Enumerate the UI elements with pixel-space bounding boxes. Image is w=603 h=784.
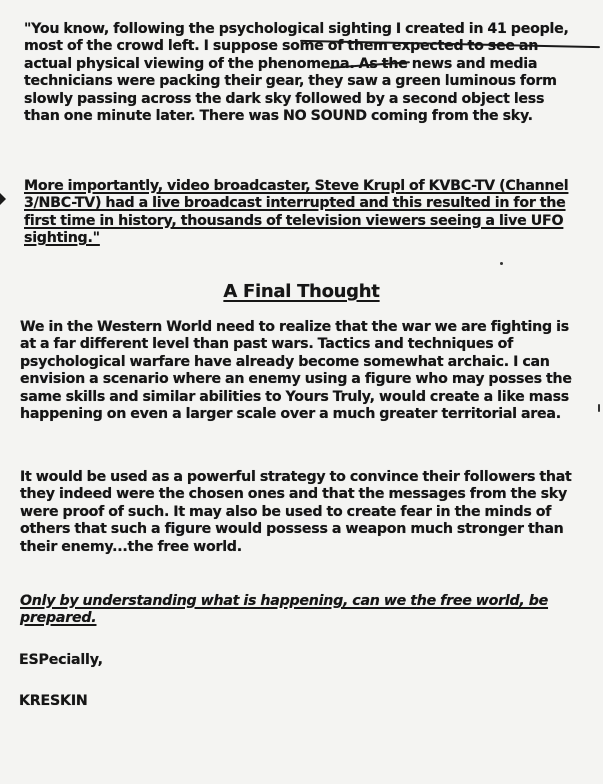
photocopy-speck — [500, 262, 503, 265]
photocopy-speck — [598, 404, 600, 412]
section-heading: A Final Thought — [223, 281, 380, 302]
section-paragraph-2: It would be used as a powerful strategy to convince their followers that they indeed were the chosen ones and that the messages from the sky were proof of such. It may also be used to create fear in the minds of others that such a figure would possess a weapon much stronger than their enemy...the free world. — [20, 469, 572, 555]
signature: KRESKIN — [19, 693, 88, 709]
salutation: ESPecially, — [19, 652, 103, 668]
section-paragraph-1: We in the Western World need to realize that the war we are fighting is at a far different level than past wars. Tactics and techniques of psychological warfare have already become somewhat archaic. I can envision a scenario where an enemy using a figure who may posses the same skills and similar abilities to Yours Truly, would create a like mass happening on even a larger scale over a much greater territorial area. — [20, 319, 572, 423]
quote-paragraph-1: "You know, following the psychological sighting I created in 41 people, most of the crowd left. I suppose some of them expected to see an actual physical viewing of the phenomena. As the news and media technicians were packing their gear, they saw a green luminous form slowly passing across the dark sky followed by a second object less than one minute later. There was NO SOUND coming from the sky. — [24, 21, 569, 125]
closing-statement: Only by understanding what is happening, can we the free world, be prepared. — [20, 593, 549, 627]
margin-arrow-mark — [0, 189, 7, 209]
quote-paragraph-2: More importantly, video broadcaster, Steve Krupl of KVBC-TV (Channel 3/NBC-TV) had a live broadcast interrupted and this resulted in for the first time in history, thousands of television viewers seeing a live UFO sighting." — [24, 178, 569, 247]
